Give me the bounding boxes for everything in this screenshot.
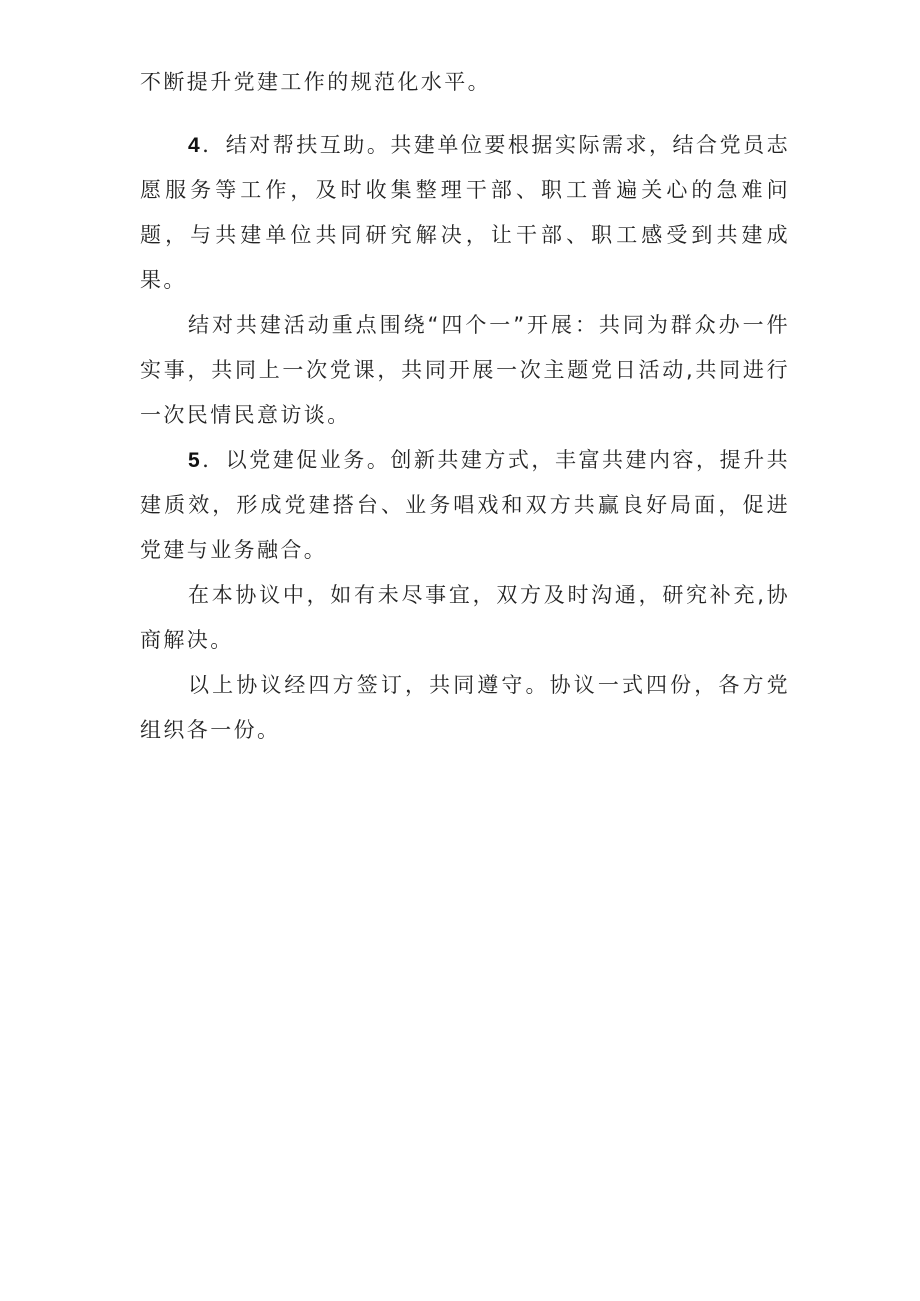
paragraph-item-4 — [140, 123, 790, 303]
paragraph-unresolved-matters — [140, 573, 790, 663]
item-number: 4 — [188, 134, 203, 157]
paragraph-text: ．结对帮扶互助。共建单位要根据实际需求，结合党员志愿服务等工作，及时收集整理干部、职工普遍关心的急难问题，与共建单位共同研究解决，让干部、职工感受到共建成果。 — [140, 133, 790, 292]
paragraph-text: 在本协议中，如有未尽事宜，双方及时沟通，研究补充,协商解决。 — [140, 583, 790, 652]
paragraph-item-5 — [140, 438, 790, 573]
paragraph-four-ones — [140, 303, 790, 438]
paragraph-text: 结对共建活动重点围绕“四个一”开展：共同为群众办一件实事，共同上一次党课，共同开展一次主题党日活动,共同进行一次民情民意访谈。 — [140, 313, 790, 427]
document-body — [140, 60, 790, 753]
item-number: 5 — [188, 449, 203, 472]
paragraph-text: 不断提升党建工作的规范化水平。 — [140, 70, 491, 94]
paragraph-continuation — [140, 60, 790, 105]
paragraph-text: ．以党建促业务。创新共建方式，丰富共建内容，提升共建质效，形成党建搭台、业务唱戏和双方共赢良好局面，促进党建与业务融合。 — [140, 448, 790, 562]
paragraph-agreement-copies — [140, 663, 790, 753]
paragraph-text: 以上协议经四方签订，共同遵守。协议一式四份，各方党组织各一份。 — [140, 673, 790, 742]
